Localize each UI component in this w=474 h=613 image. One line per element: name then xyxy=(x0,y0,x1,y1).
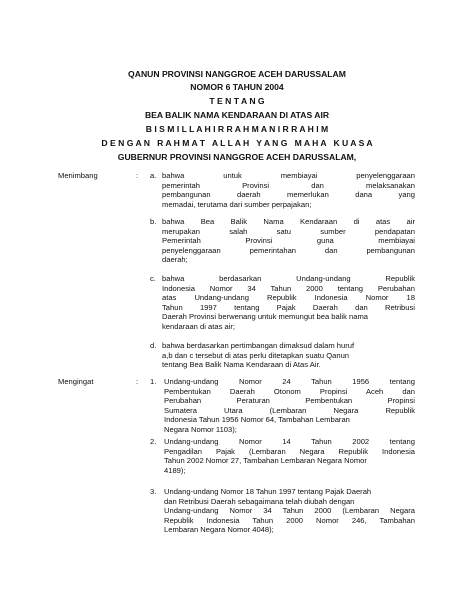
rahmat-line: D E N G A N R A H M A T A L L A H Y A N G M A H A K U A S A xyxy=(101,138,373,148)
text-line: Daerah Provinsi berwenang untuk memungut bea balik nama xyxy=(162,312,368,322)
text-line: Undang-undang Nomor 14 Tahun 2002 tentang xyxy=(164,437,415,446)
mengingat-marker-3: 3. xyxy=(150,487,157,496)
text-line: kendaraan di atas air; xyxy=(162,321,236,331)
text-line: Sumatera Utara (Lembaran Negara Republik xyxy=(164,405,415,415)
text-line: bahwa untuk membiayai penyelenggaraan xyxy=(162,171,415,180)
text-line: Undang-undang Nomor 34 Tahun 2000 (Lembaran Negara xyxy=(164,506,415,516)
text-line: Tahun 2002 Nomor 27, Tambahan Lembaran Negara Nomor xyxy=(164,456,367,466)
text-line: Lembaran Negara Nomor 4048); xyxy=(164,525,274,535)
text-line: bahwa Bea Balik Nama Kendaraan di atas air xyxy=(162,217,415,226)
text-line: dan Retribusi Daerah sebagaimana telah diubah dengan xyxy=(164,496,355,506)
mengingat-item-3 xyxy=(164,487,415,535)
text-line: Indonesia Tahun 1956 Nomor 64, Tambahan Lembaran xyxy=(164,415,350,425)
text-line: tentang Bea Balik Nama Kendaraan di Atas Air. xyxy=(162,360,321,370)
menimbang-marker-d: d. xyxy=(150,341,157,350)
text-line: Tahun 1997 tentang Pajak Daerah dan Retribusi xyxy=(162,302,415,312)
text-line: daerah; xyxy=(162,255,188,265)
qanun-subject: BEA BALIK NAMA KENDARAAN DI ATAS AIR xyxy=(144,110,330,120)
text-line: bahwa berdasarkan Undang-undang Republik xyxy=(162,274,415,283)
text-line: Republik Indonesia Tahun 2000 Nomor 246, Tambahan xyxy=(164,515,415,525)
menimbang-item-b xyxy=(162,217,415,265)
menimbang-label: Menimbang xyxy=(58,171,98,180)
text-line: 4189); xyxy=(164,465,186,475)
text-line: Undang-undang Nomor 24 Tahun 1956 tentang xyxy=(164,377,415,386)
menimbang-item-c xyxy=(162,274,415,332)
bismillah-line: B I S M I L L A H I R R A H M A N I R R A H I M xyxy=(145,124,329,134)
text-line: pembangunan daerah memerlukan dana yang xyxy=(162,190,415,200)
text-line: Undang-undang Nomor 18 Tahun 1997 tentang Pajak Daerah xyxy=(164,487,372,496)
text-line: Pembentukan Daerah Otonom Propinsi Aceh dan xyxy=(164,386,415,396)
menimbang-marker-c: c. xyxy=(150,274,156,283)
menimbang-marker-a: a. xyxy=(150,171,157,180)
mengingat-label: Mengingat xyxy=(58,377,94,386)
qanun-title: QANUN PROVINSI NANGGROE ACEH DARUSSALAM xyxy=(128,69,346,79)
menimbang-item-a xyxy=(162,171,415,209)
text-line: Pengadilan Pajak (Lembaran Negara Republik Indonesia xyxy=(164,446,415,456)
tentang-heading: T E N T A N G xyxy=(209,96,265,106)
menimbang-marker-b: b. xyxy=(150,217,157,226)
governor-line: GUBERNUR PROVINSI NANGGROE ACEH DARUSSALAM, xyxy=(117,152,357,162)
menimbang-colon: : xyxy=(136,171,139,180)
text-line: Indonesia Nomor 34 Tahun 2000 tentang Perubahan xyxy=(162,283,415,293)
text-line: memadai, terutama dari sumber perpajakan; xyxy=(162,199,312,209)
qanun-number: NOMOR 6 TAHUN 2004 xyxy=(190,82,284,92)
text-line: a,b dan c tersebut di atas perlu ditetapkan suatu Qanun xyxy=(162,350,350,360)
mengingat-item-1 xyxy=(164,377,415,435)
mengingat-colon: : xyxy=(136,377,139,386)
mengingat-marker-1: 1. xyxy=(150,377,157,386)
text-line: Pemerintah Provinsi guna membiayai xyxy=(162,236,415,246)
text-line: Perubahan Peraturan Pembentukan Propinsi xyxy=(164,396,415,406)
text-line: atas Undang-undang Republik Indonesia Nomor 18 xyxy=(162,293,415,303)
text-line: penyelenggaraan pemerintahan dan pembangunan xyxy=(162,245,415,255)
text-line: pemerintah Provinsi dan melaksanakan xyxy=(162,180,415,190)
text-line: merupakan salah satu sumber pendapatan xyxy=(162,226,415,236)
menimbang-item-d xyxy=(162,341,415,370)
mengingat-item-2 xyxy=(164,437,415,475)
text-line: bahwa berdasarkan pertimbangan dimaksud dalam huruf xyxy=(162,341,355,350)
mengingat-marker-2: 2. xyxy=(150,437,157,446)
text-line: Negara Nomor 1103); xyxy=(164,424,237,434)
